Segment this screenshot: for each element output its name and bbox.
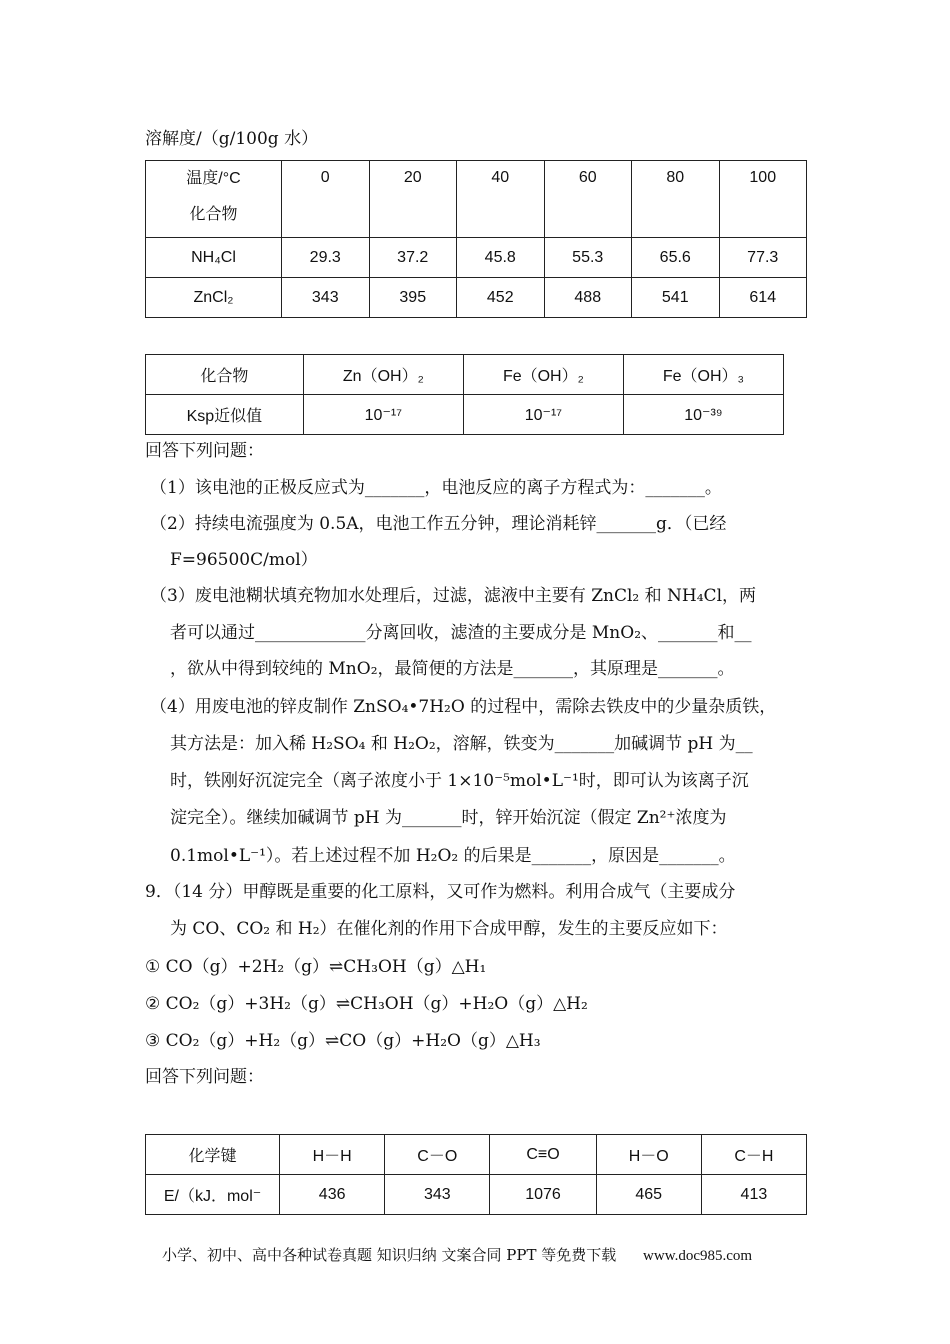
bond-energy-value: 1076: [490, 1175, 596, 1215]
solubility-value: 77.3: [719, 238, 807, 278]
bond-energy-value: 413: [701, 1175, 806, 1215]
bond-row-label: E/（kJ．mol⁻: [146, 1175, 280, 1215]
compound-name: ZnCl₂: [146, 278, 282, 318]
solubility-caption: 溶解度/（g/100g 水）: [145, 129, 319, 149]
temp-header: 40: [457, 161, 545, 238]
question-4-line-2: 其方法是：加入稀 H₂SO₄ 和 H₂O₂，溶解，铁变为_______加碱调节 pH 为__: [170, 734, 753, 754]
solubility-value: 452: [457, 278, 545, 318]
question-4-line-4: 淀完全）。继续加碱调节 pH 为_______时，锌开始沉淀（假定 Zn²⁺浓度为: [170, 808, 727, 828]
temp-header: 80: [632, 161, 720, 238]
question-9-line-2: 为 CO、CO₂ 和 H₂）在催化剂的作用下合成甲醇，发生的主要反应如下：: [170, 919, 728, 939]
page-footer: [162, 1244, 752, 1265]
ksp-table: [145, 354, 784, 435]
question-2-line-2: F=96500C/mol）: [170, 550, 318, 570]
bond-energy-value: 465: [596, 1175, 701, 1215]
temp-header: 100: [719, 161, 807, 238]
solubility-value: 488: [544, 278, 632, 318]
question-4-line-3: 时，铁刚好沉淀完全（离子浓度小于 1×10⁻⁵mol•L⁻¹时，即可认为该离子沉: [170, 771, 749, 791]
bond-header-label: 化学键: [146, 1135, 280, 1175]
bond-energy-value: 343: [385, 1175, 490, 1215]
table-row: [146, 395, 784, 435]
ksp-value: 10⁻³⁹: [623, 395, 783, 435]
temp-header: 60: [544, 161, 632, 238]
table-row: [146, 1175, 807, 1215]
reaction-2: ② CO₂（g）+3H₂（g）⇌CH₃OH（g）+H₂O（g）△H₂: [145, 994, 588, 1014]
reaction-3: ③ CO₂（g）+H₂（g）⇌CO（g）+H₂O（g）△H₃: [145, 1031, 541, 1051]
solubility-value: 614: [719, 278, 807, 318]
footer-site-link[interactable]: www.doc985.com: [643, 1248, 753, 1264]
ksp-value: 10⁻¹⁷: [303, 395, 463, 435]
corner-top-label: 温度/°C: [186, 170, 241, 187]
ksp-compound: Zn（OH）₂: [303, 355, 463, 395]
corner-bottom-label: 化合物: [189, 206, 238, 223]
bond-type: C－O: [385, 1135, 490, 1175]
ksp-compound: Fe（OH）₃: [623, 355, 783, 395]
corner-cell: [146, 161, 282, 238]
temp-header: 20: [369, 161, 457, 238]
solubility-value: 45.8: [457, 238, 545, 278]
bond-type: H－H: [280, 1135, 385, 1175]
table-row: [146, 238, 807, 278]
solubility-table: [145, 160, 807, 318]
ksp-compound: Fe（OH）₂: [463, 355, 623, 395]
question-2-line-1: （2）持续电流强度为 0.5A，电池工作五分钟，理论消耗锌_______g．（已经: [150, 514, 727, 534]
answer-intro: 回答下列问题：: [145, 441, 264, 461]
reaction-1: ① CO（g）+2H₂（g）⇌CH₃OH（g）△H₁: [145, 957, 487, 977]
question-3-line-3: ，欲从中得到较纯的 MnO₂，最简便的方法是_______，其原理是_______。: [170, 659, 735, 679]
bond-energy-value: 436: [280, 1175, 385, 1215]
answer-intro-2: 回答下列问题：: [145, 1067, 264, 1087]
ksp-value: 10⁻¹⁷: [463, 395, 623, 435]
bond-type: C－H: [701, 1135, 806, 1175]
ksp-row-label: Ksp近似值: [146, 395, 304, 435]
solubility-value: 65.6: [632, 238, 720, 278]
question-9-line-1: 9．（14 分）甲醇既是重要的化工原料，又可作为燃料。利用合成气（主要成分: [145, 882, 736, 902]
bond-type: H－O: [596, 1135, 701, 1175]
bond-type: C≡O: [490, 1135, 596, 1175]
solubility-value: 37.2: [369, 238, 457, 278]
bond-energy-table: [145, 1134, 807, 1215]
solubility-value: 395: [369, 278, 457, 318]
solubility-value: 29.3: [282, 238, 370, 278]
solubility-value: 55.3: [544, 238, 632, 278]
footer-text: 小学、初中、高中各种试卷真题 知识归纳 文案合同 PPT 等免费下载: [162, 1246, 617, 1264]
ksp-header-label: 化合物: [146, 355, 304, 395]
solubility-value: 343: [282, 278, 370, 318]
solubility-value: 541: [632, 278, 720, 318]
temp-header: 0: [282, 161, 370, 238]
question-3-line-2: 者可以通过_____________分离回收，滤渣的主要成分是 MnO₂、_______和__: [170, 623, 752, 643]
question-3-line-1: （3）废电池糊状填充物加水处理后，过滤，滤液中主要有 ZnCl₂ 和 NH₄Cl，两: [150, 586, 757, 606]
question-1: （1）该电池的正极反应式为_______，电池反应的离子方程式为：_______。: [150, 478, 722, 498]
question-4-line-1: （4）用废电池的锌皮制作 ZnSO₄•7H₂O 的过程中，需除去铁皮中的少量杂质铁，: [150, 697, 777, 717]
table-row: [146, 278, 807, 318]
question-4-line-5: 0.1mol•L⁻¹）。若上述过程不加 H₂O₂ 的后果是_______，原因是_______。: [170, 846, 736, 866]
compound-name: NH₄Cl: [146, 238, 282, 278]
